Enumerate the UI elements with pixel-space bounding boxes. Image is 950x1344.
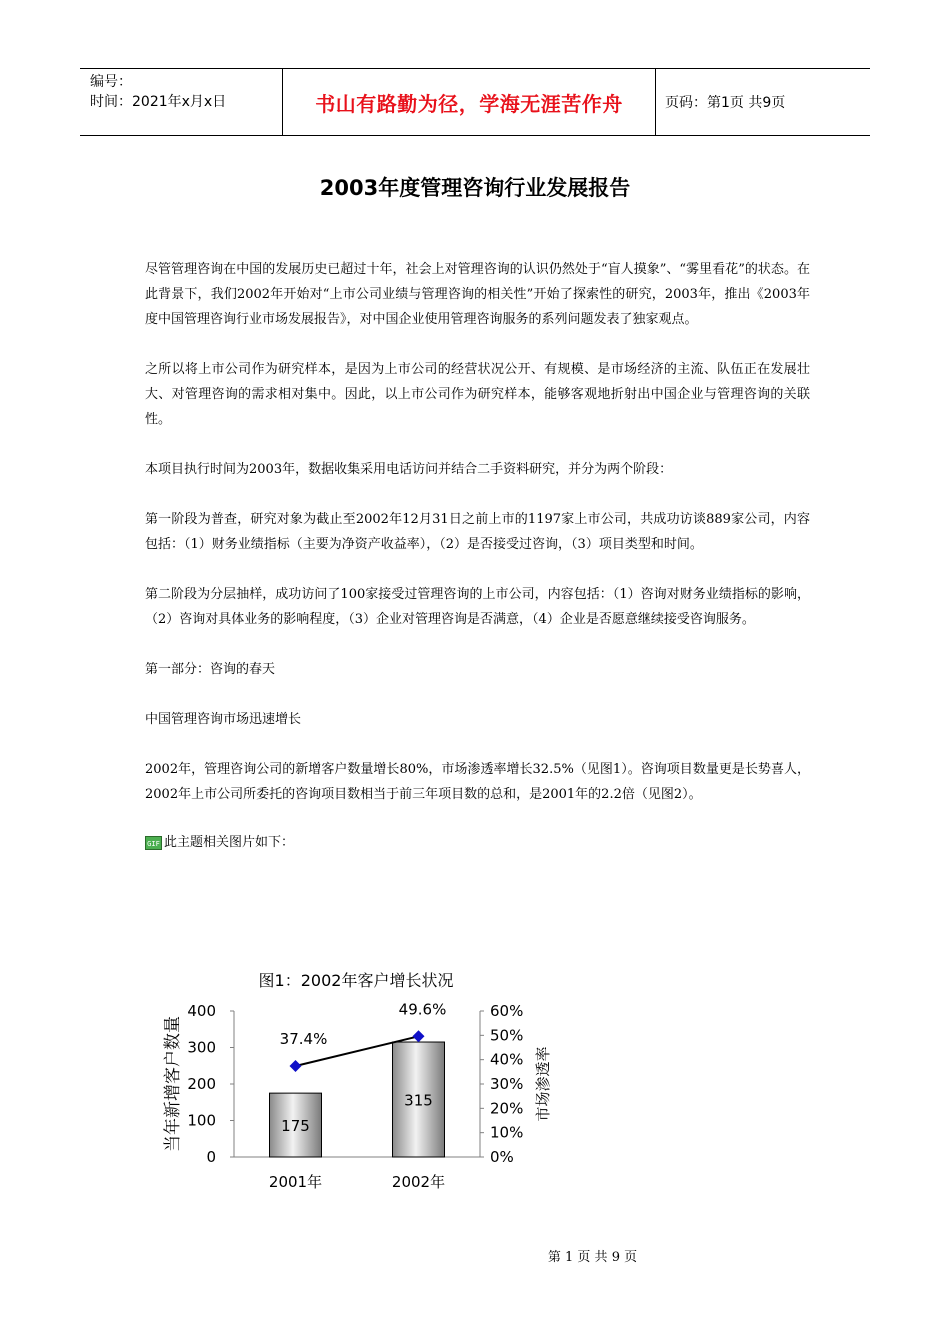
section-heading: 第一部分：咨询的春天 — [145, 662, 276, 677]
line-point-marker — [413, 1030, 425, 1042]
image-caption — [145, 830, 810, 855]
bar-value-label: 315 — [404, 1091, 433, 1110]
chart-title: 图1：2002年客户增长状况 — [258, 971, 454, 990]
document-number-label: 编号： — [90, 74, 132, 90]
y-tick-label: 100 — [187, 1111, 216, 1130]
line-point-label: 49.6% — [398, 1000, 447, 1019]
paragraph: 之所以将上市公司作为研究样本，是因为上市公司的经营状况公开、有规模、是市场经济的主流、队伍正在发展壮大、对管理咨询的需求相对集中。因此，以上市公司作为研究样本，能够客观地折射出中国企业与管理咨询的关联性。 — [145, 362, 810, 427]
image-caption-text: 此主题相关图片如下： — [164, 835, 295, 850]
y2-tick-label: 20% — [490, 1099, 524, 1118]
bar-value-label: 175 — [281, 1117, 310, 1136]
gif-file-icon: GIF — [145, 836, 162, 850]
document-title: 2003年度管理咨询行业发展报告 — [319, 176, 631, 200]
x-tick-label: 2002年 — [391, 1173, 446, 1191]
y-tick-label: 0 — [206, 1148, 216, 1166]
paragraph: 第一阶段为普查，研究对象为截止至2002年12月31日之前上市的1197家上市公司，共成功访谈889家公司，内容包括：（1）财务业绩指标（主要为净资产收益率），（2）是否接受过咨询，（3）项目类型和时间。 — [145, 512, 810, 552]
y2-tick-label: 40% — [490, 1050, 524, 1069]
paragraph: 第二阶段为分层抽样，成功访问了100家接受过管理咨询的上市公司，内容包括：（1）咨询对财务业绩指标的影响，（2）咨询对具体业务的影响程度，（3）企业对管理咨询是否满意，（4）企业是否愿意继续接受咨询服务。 — [145, 587, 810, 627]
y2-tick-label: 50% — [490, 1026, 524, 1045]
paragraph: 本项目执行时间为2003年，数据收集采用电话访问并结合二手资料研究，并分为两个阶段： — [145, 462, 673, 477]
paragraph: 尽管管理咨询在中国的发展历史已超过十年，社会上对管理咨询的认识仍然处于“盲人摸象”、“雾里看花”的状态。在此背景下，我们2002年开始对“上市公司业绩与管理咨询的相关性”开始了探索性的研究，2003年，推出《2003年度中国管理咨询行业市场发展报告》，对中国企业使用管理咨询服务的系列问题发表了独家观点。 — [145, 262, 810, 327]
header-page-info: 页码：第1页 共9页 — [665, 95, 786, 111]
header-motto: 书山有路勤为径，学海无涯苦作舟 — [282, 69, 656, 135]
plot-area — [187, 1000, 523, 1191]
y2-tick-label: 0% — [490, 1148, 514, 1166]
page-footer: 第 1 页 共 9 页 — [547, 1250, 638, 1265]
header-meta — [80, 69, 282, 135]
page-header — [80, 68, 870, 136]
customer-growth-chart — [150, 962, 560, 1202]
y2-tick-label: 30% — [490, 1075, 524, 1093]
paragraph: 2002年，管理咨询公司的新增客户数量增长80%，市场渗透率增长32.5%（见图1）。咨询项目数量更是长势喜人，2002年上市公司所委托的咨询项目数相当于前三年项目数的总和，是2001年的2.2倍（见图2）。 — [145, 762, 810, 802]
y2-tick-label: 10% — [490, 1123, 524, 1142]
y-tick-label: 400 — [187, 1002, 216, 1020]
x-tick-label: 2001年 — [268, 1173, 323, 1191]
y-tick-label: 200 — [187, 1075, 216, 1093]
y-axis-label: 当年新增客户数量 — [163, 1016, 183, 1152]
document-body — [145, 257, 810, 855]
y2-tick-label: 60% — [490, 1002, 524, 1020]
line-point-marker — [290, 1060, 302, 1072]
subsection-heading: 中国管理咨询市场迅速增长 — [145, 712, 302, 727]
line-point-label: 37.4% — [279, 1029, 328, 1048]
document-date-label: 时间：2021年x月x日 — [90, 94, 227, 110]
y2-axis-label: 市场渗透率 — [534, 1046, 552, 1122]
y-tick-label: 300 — [187, 1038, 216, 1057]
